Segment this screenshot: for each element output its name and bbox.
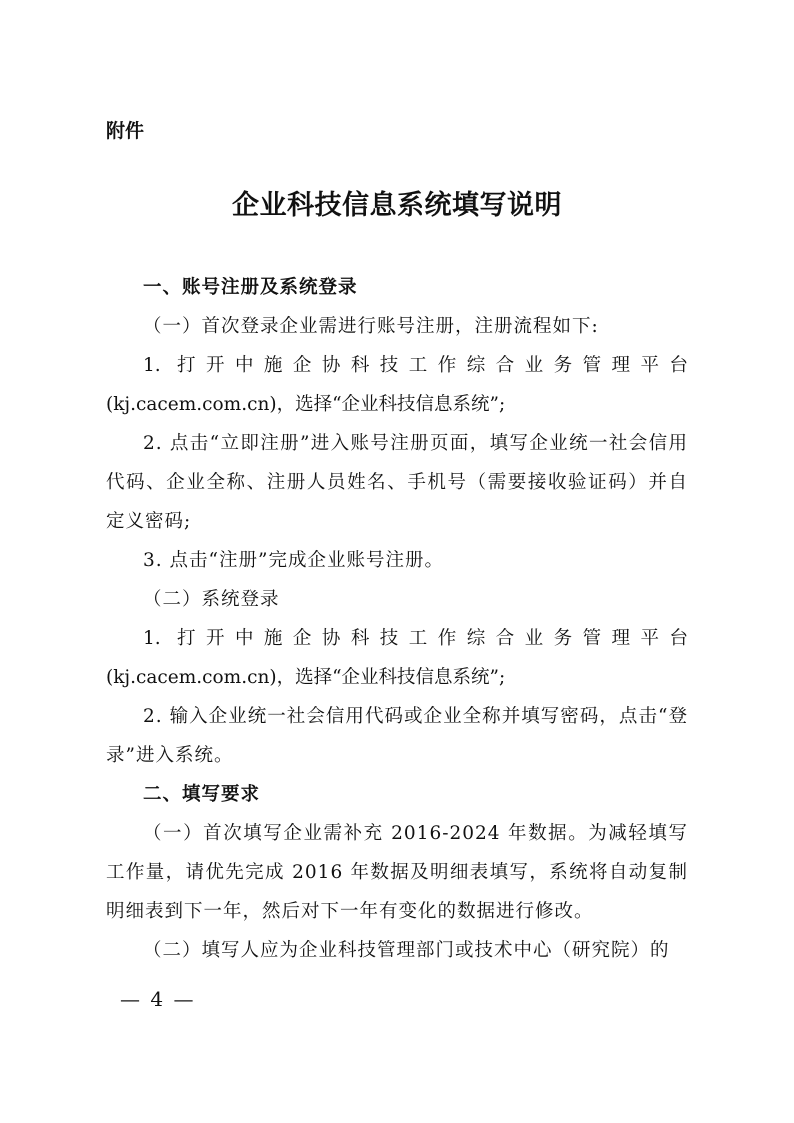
attachment-label: 附件	[106, 120, 145, 142]
subsection-first-login: （一）首次登录企业需进行账号注册，注册流程如下:	[143, 316, 599, 337]
login-step-2: 2. 输入企业统一社会信用代码或企业全称并填写密码，点击“登录”进入系统。	[106, 706, 688, 766]
register-step-2: 2. 点击“立即注册”进入账号注册页面，填写企业统一社会信用代码、企业全称、注册人员姓名、手机号（需要接收验证码）并自定义密码;	[106, 433, 688, 532]
section-heading-account: 一、账号注册及系统登录	[143, 277, 358, 298]
page-number: — 4 —	[120, 987, 196, 1011]
subsection-system-login: （二）系统登录	[143, 589, 280, 610]
requirement-1: （一）首次填写企业需补充 2016-2024 年数据。为减轻填写工作量，请优先完成 2016 年数据及明细表填写，系统将自动复制明细表到下一年，然后对下一年有变化的数据进行修改。	[106, 823, 688, 922]
document-title: 企业科技信息系统填写说明	[232, 190, 562, 221]
login-step-1: 1. 打开中施企协科技工作综合业务管理平台(kj.cacem.com.cn)，选择“企业科技信息系统”;	[106, 628, 688, 688]
register-step-1: 1. 打开中施企协科技工作综合业务管理平台(kj.cacem.com.cn)，选择“企业科技信息系统”;	[106, 355, 688, 415]
register-step-3: 3. 点击“注册”完成企业账号注册。	[143, 550, 444, 571]
section-heading-requirements: 二、填写要求	[143, 784, 261, 805]
document-body	[106, 268, 688, 970]
requirement-2: （二）填写人应为企业科技管理部门或技术中心（研究院）的	[143, 940, 670, 961]
